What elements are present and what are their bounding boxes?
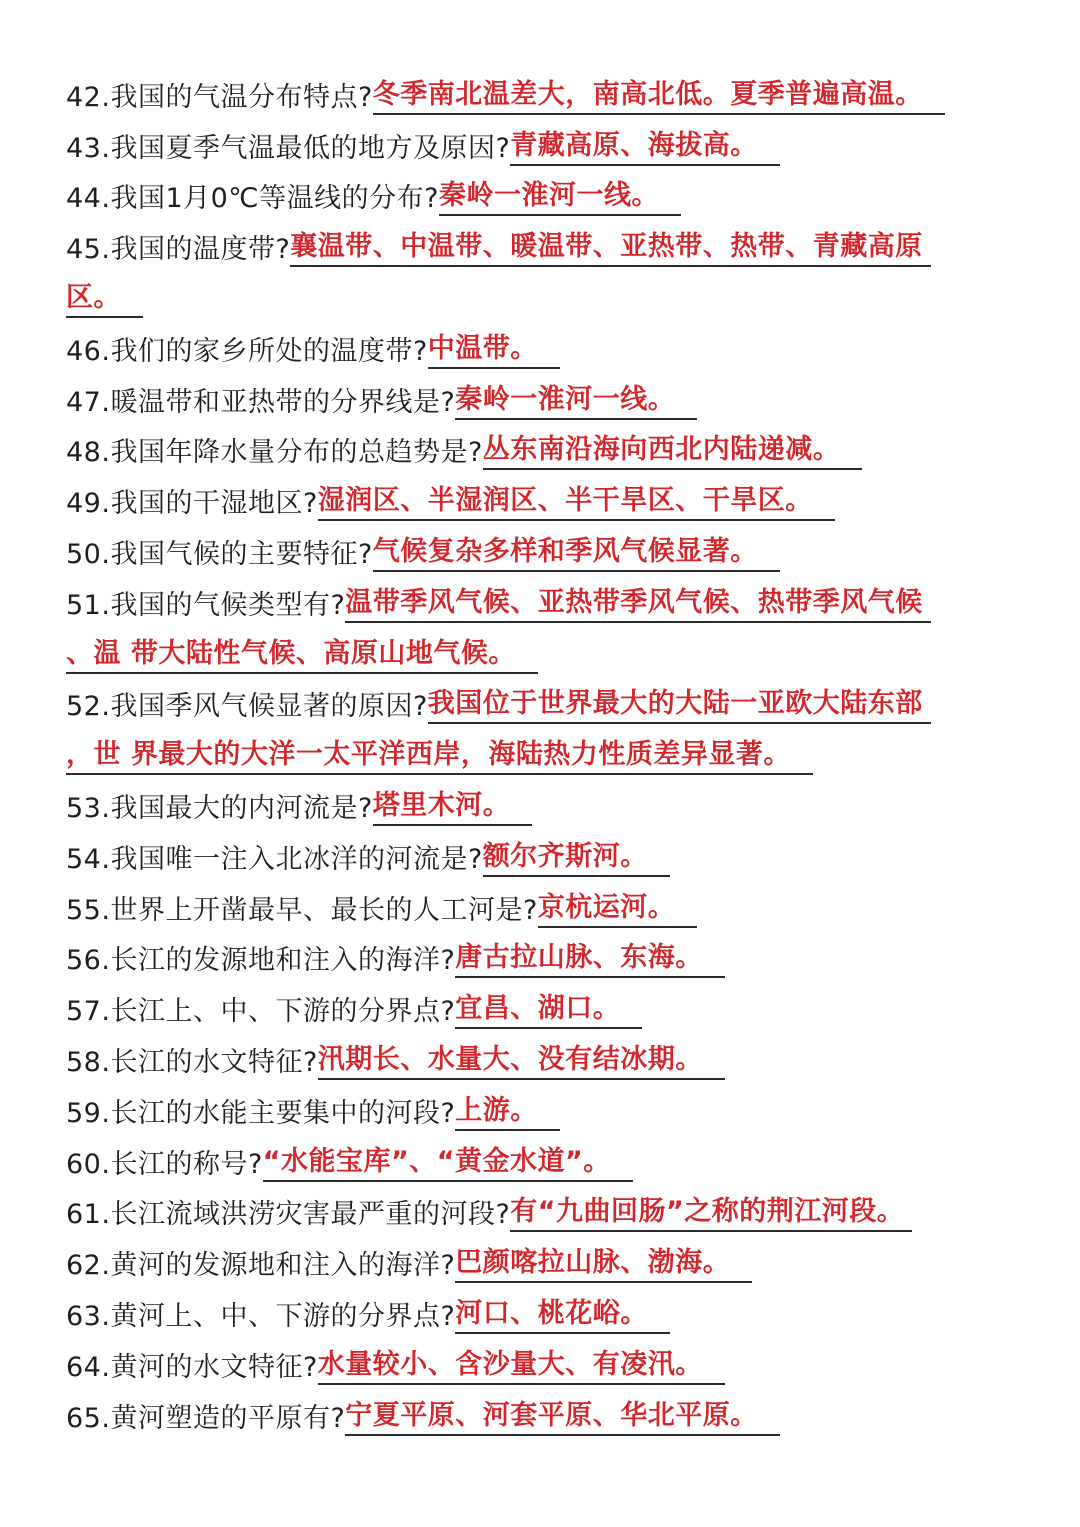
question-text: 62.黄河的发源地和注入的海洋? — [66, 1250, 456, 1282]
question-text: 56.长江的发源地和注入的海洋? — [66, 945, 456, 977]
qa-line-59 — [66, 1088, 1080, 1139]
answer-text: 额尔齐斯河。 — [483, 840, 670, 877]
answer-text: 湿润区、半湿润区、半干旱区、干旱区。 — [318, 484, 835, 521]
answer-text: 温带季风气候、亚热带季风气候、热带季风气候 — [345, 586, 931, 623]
answer-text: 襄温带、中温带、暖温带、亚热带、热带、青藏高原 — [290, 230, 931, 267]
answer-text: 秦岭一淮河一线。 — [455, 383, 697, 420]
answer-text: 、温 带大陆性气候、高原山地气候。 — [66, 637, 538, 674]
qa-line-45 — [66, 224, 1080, 275]
qa-line-61 — [66, 1190, 1080, 1241]
question-text: 63.黄河上、中、下游的分界点? — [66, 1300, 456, 1332]
question-text: 65.黄河塑造的平原有? — [66, 1402, 346, 1434]
qa-line-52 — [66, 682, 1080, 733]
question-text: 50.我国气候的主要特征? — [66, 538, 373, 570]
answer-text: “水能宝库”、“黄金水道”。 — [263, 1145, 633, 1182]
answer-text: 塔里木河。 — [373, 789, 533, 826]
answer-text: 丛东南沿海向西北内陆递减。 — [483, 433, 863, 470]
qa-line-60 — [66, 1139, 1080, 1190]
question-text: 58.长江的水文特征? — [66, 1046, 318, 1078]
answer-text: 宁夏平原、河套平原、华北平原。 — [345, 1399, 780, 1436]
qa-line-62 — [66, 1240, 1080, 1291]
qa-line-63 — [66, 1291, 1080, 1342]
question-text: 48.我国年降水量分布的总趋势是? — [66, 437, 483, 469]
question-text: 44.我国1月0℃等温线的分布? — [66, 183, 439, 215]
qa-line-52-cont — [66, 732, 1080, 783]
question-text: 60.长江的称号? — [66, 1148, 263, 1180]
question-text: 57.长江上、中、下游的分界点? — [66, 996, 456, 1028]
question-text: 53.我国最大的内河流是? — [66, 792, 373, 824]
answer-text: 水量较小、含沙量大、有凌汛。 — [318, 1348, 725, 1385]
answer-text: 气候复杂多样和季风气候显著。 — [373, 535, 780, 572]
qa-line-43 — [66, 123, 1080, 174]
question-text: 42.我国的气温分布特点? — [66, 81, 373, 113]
qa-line-56 — [66, 936, 1080, 987]
qa-line-45-cont — [66, 275, 1080, 326]
question-text: 59.长江的水能主要集中的河段? — [66, 1097, 456, 1129]
answer-text: ，世 界最大的大洋一太平洋西岸，海陆热力性质差异显著。 — [66, 738, 813, 775]
answer-text: 冬季南北温差大，南高北低。夏季普遍高温。 — [373, 78, 945, 115]
qa-line-47 — [66, 377, 1080, 428]
question-text: 61.长江流域洪涝灾害最严重的河段? — [66, 1199, 511, 1231]
qa-line-42 — [66, 72, 1080, 123]
answer-text: 秦岭一淮河一线。 — [439, 179, 681, 216]
answer-text: 区。 — [66, 281, 143, 318]
question-text: 47.暖温带和亚热带的分界线是? — [66, 386, 456, 418]
question-text: 45.我国的温度带? — [66, 234, 291, 266]
answer-text: 宜昌、湖口。 — [455, 992, 642, 1029]
answer-text: 中温带。 — [428, 332, 560, 369]
qa-line-44 — [66, 174, 1080, 225]
qa-line-55 — [66, 885, 1080, 936]
answer-text: 上游。 — [455, 1094, 560, 1131]
answer-text: 我国位于世界最大的大陆一亚欧大陆东部 — [428, 687, 931, 724]
answer-text: 有“九曲回肠”之称的荆江河段。 — [510, 1195, 912, 1232]
answer-text: 巴颜喀拉山脉、渤海。 — [455, 1246, 752, 1283]
qa-line-49 — [66, 478, 1080, 529]
question-text: 55.世界上开凿最早、最长的人工河是? — [66, 894, 538, 926]
answer-text: 河口、桃花峪。 — [455, 1297, 670, 1334]
qa-line-54 — [66, 834, 1080, 885]
qa-line-50 — [66, 529, 1080, 580]
question-text: 46.我们的家乡所处的温度带? — [66, 335, 428, 367]
question-text: 43.我国夏季气温最低的地方及原因? — [66, 132, 511, 164]
answer-text: 京杭运河。 — [538, 891, 698, 928]
question-text: 64.黄河的水文特征? — [66, 1351, 318, 1383]
answer-text: 唐古拉山脉、东海。 — [455, 941, 725, 978]
qa-line-48 — [66, 428, 1080, 479]
qa-line-53 — [66, 783, 1080, 834]
question-text: 49.我国的干湿地区? — [66, 488, 318, 520]
qa-line-58 — [66, 1037, 1080, 1088]
qa-line-65 — [66, 1393, 1080, 1444]
answer-text: 青藏高原、海拔高。 — [510, 129, 780, 166]
qa-line-57 — [66, 986, 1080, 1037]
qa-line-51 — [66, 580, 1080, 631]
question-text: 52.我国季风气候显著的原因? — [66, 691, 428, 723]
qa-line-64 — [66, 1342, 1080, 1393]
answer-text: 汛期长、水量大、没有结冰期。 — [318, 1043, 725, 1080]
qa-line-46 — [66, 326, 1080, 377]
qa-line-51-cont — [66, 631, 1080, 682]
question-text: 51.我国的气候类型有? — [66, 589, 346, 621]
question-text: 54.我国唯一注入北冰洋的河流是? — [66, 843, 483, 875]
